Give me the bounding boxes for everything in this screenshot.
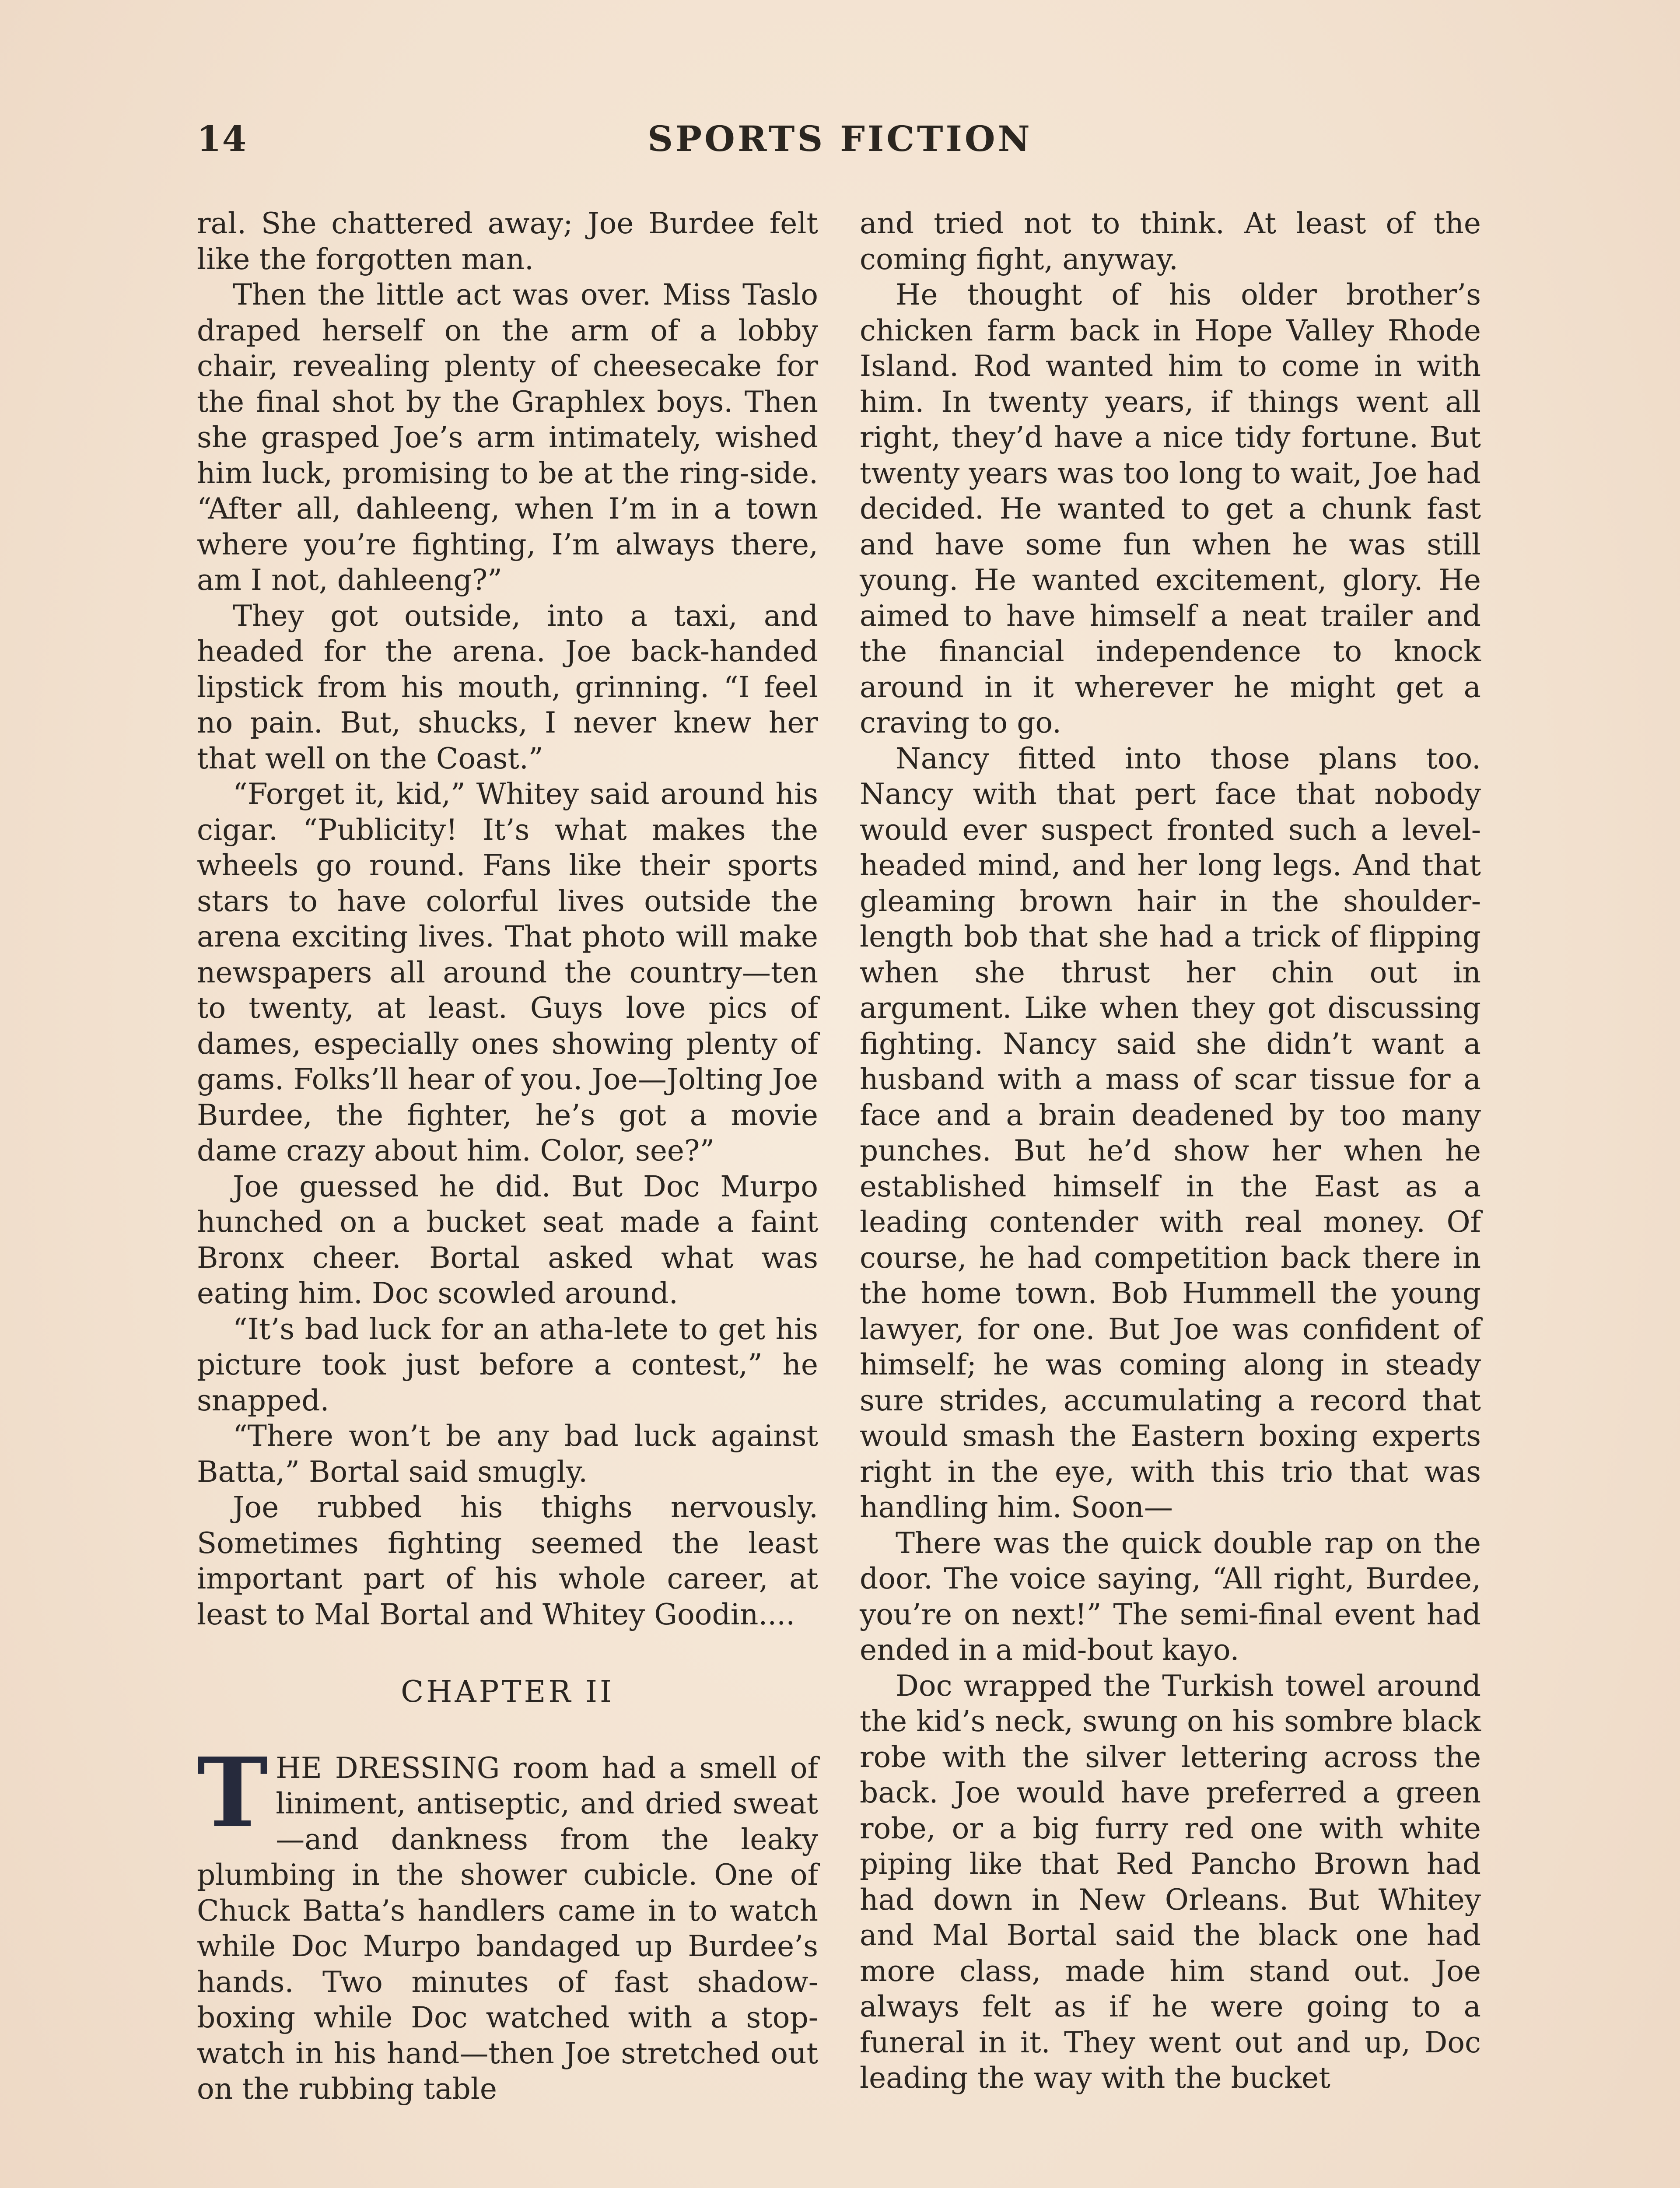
page-number: 14	[197, 118, 248, 159]
left-column	[197, 206, 818, 2107]
paragraph: Then the little act was over. Miss Taslo draped herself on the arm of a lobby chair, revealing plenty of cheesecake for the final shot by the Graphlex boys. Then she grasped Joe’s arm intimately, wished him luck, promising to be at the ring-side. “After all, dahleeng, when I’m in a town where you’re fighting, I’m always there, am I not, dahleeng?”	[197, 278, 818, 597]
paragraph: Joe guessed he did. But Doc Murpo hunched on a bucket seat made a faint Bronx cheer. Bortal asked what was eating him. Doc scowled around.	[197, 1169, 818, 1310]
paragraph: He thought of his older brother’s chicken farm back in Hope Valley Rhode Island. Rod wanted him to come in with him. In twenty years, if things went all right, they’d have a nice tidy fortune. But twenty years was too long to wait, Joe had decided. He wanted to get a chunk fast and have some fun when he was still young. He wanted excitement, glory. He aimed to have himself a neat trailer and the financial independence to knock around in it wherever he might get a craving to go.	[860, 278, 1481, 740]
running-head: SPORTS FICTION	[648, 118, 1032, 159]
paragraph: Joe rubbed his thighs nervously. Sometimes fighting seemed the least important part of his whole career, at least to Mal Bortal and Whitey Goodin....	[197, 1490, 818, 1631]
paragraph: Nancy fitted into those plans too. Nancy with that pert face that nobody would ever suspect fronted such a level-headed mind, and her long legs. And that gleaming brown hair in the shoulder-length bob that she had a trick of flipping when she thrust her chin out in argument. Like when they got discussing fighting. Nancy said she didn’t want a husband with a mass of scar tissue for a face and a brain deadened by too many punches. But he’d show her when he established himself in the East as a leading contender with real money. Of course, he had competition back there in the home town. Bob Hummell the young lawyer, for one. But Joe was confident of himself; he was coming along in steady sure strides, accumulating a record that would smash the Eastern boxing experts right in the eye, with this trio that was handling him. Soon—	[860, 741, 1481, 1524]
paragraph: Doc wrapped the Turkish towel around the kid’s neck, swung on his sombre black robe with the silver lettering across the back. Joe would have preferred a green robe, or a big furry red one with white piping like that Red Pancho Brown had had down in New Orleans. But Whitey and Mal Bortal said the black one had more class, made him stand out. Joe always felt as if he were going to a funeral in it. They went out and up, Doc leading the way with the bucket	[860, 1669, 1481, 2095]
paragraph: ral. She chattered away; Joe Burdee felt like the forgotten man.	[197, 207, 818, 276]
paragraph: “It’s bad luck for an atha-lete to get his picture took just before a contest,” he snapped.	[197, 1312, 818, 1417]
chapter-opening-text: HE DRESSING room had a smell of liniment, antiseptic, and dried sweat—and dankness from the leaky plumbing in the shower cubicle. One of Chuck Batta’s handlers came in to watch while Doc Murpo bandaged up Burdee’s hands. Two minutes of fast shadow-boxing while Doc watched with a stop-watch in his hand—then Joe stretched out on the rubbing table	[197, 1751, 818, 2106]
page-header	[197, 118, 1483, 171]
paragraph: “Forget it, kid,” Whitey said around his cigar. “Publicity! It’s what makes the wheels go round. Fans like their sports stars to have colorful lives outside the arena exciting lives. That photo will make newspapers all around the country—ten to twenty, at least. Guys love pics of dames, especially ones showing plenty of gams. Folks’ll hear of you. Joe—Jolting Joe Burdee, the fighter, he’s got a movie dame crazy about him. Color, see?”	[197, 777, 818, 1168]
paragraph: There was the quick double rap on the door. The voice saying, “All right, Burdee, you’re on next!” The semi-final event had ended in a mid-bout kayo.	[860, 1526, 1481, 1667]
paragraph: “There won’t be any bad luck against Batta,” Bortal said smugly.	[197, 1419, 818, 1489]
paragraph: They got outside, into a taxi, and headed for the arena. Joe back-handed lipstick from his mouth, grinning. “I feel no pain. But, shucks, I never knew her that well on the Coast.”	[197, 599, 818, 775]
chapter-opening-paragraph	[197, 1736, 818, 2107]
right-column	[860, 206, 1481, 2096]
paragraph: and tried not to think. At least of the coming fight, anyway.	[860, 207, 1481, 276]
chapter-heading: CHAPTER II	[401, 1675, 614, 1709]
drop-cap: T	[197, 1736, 268, 1849]
